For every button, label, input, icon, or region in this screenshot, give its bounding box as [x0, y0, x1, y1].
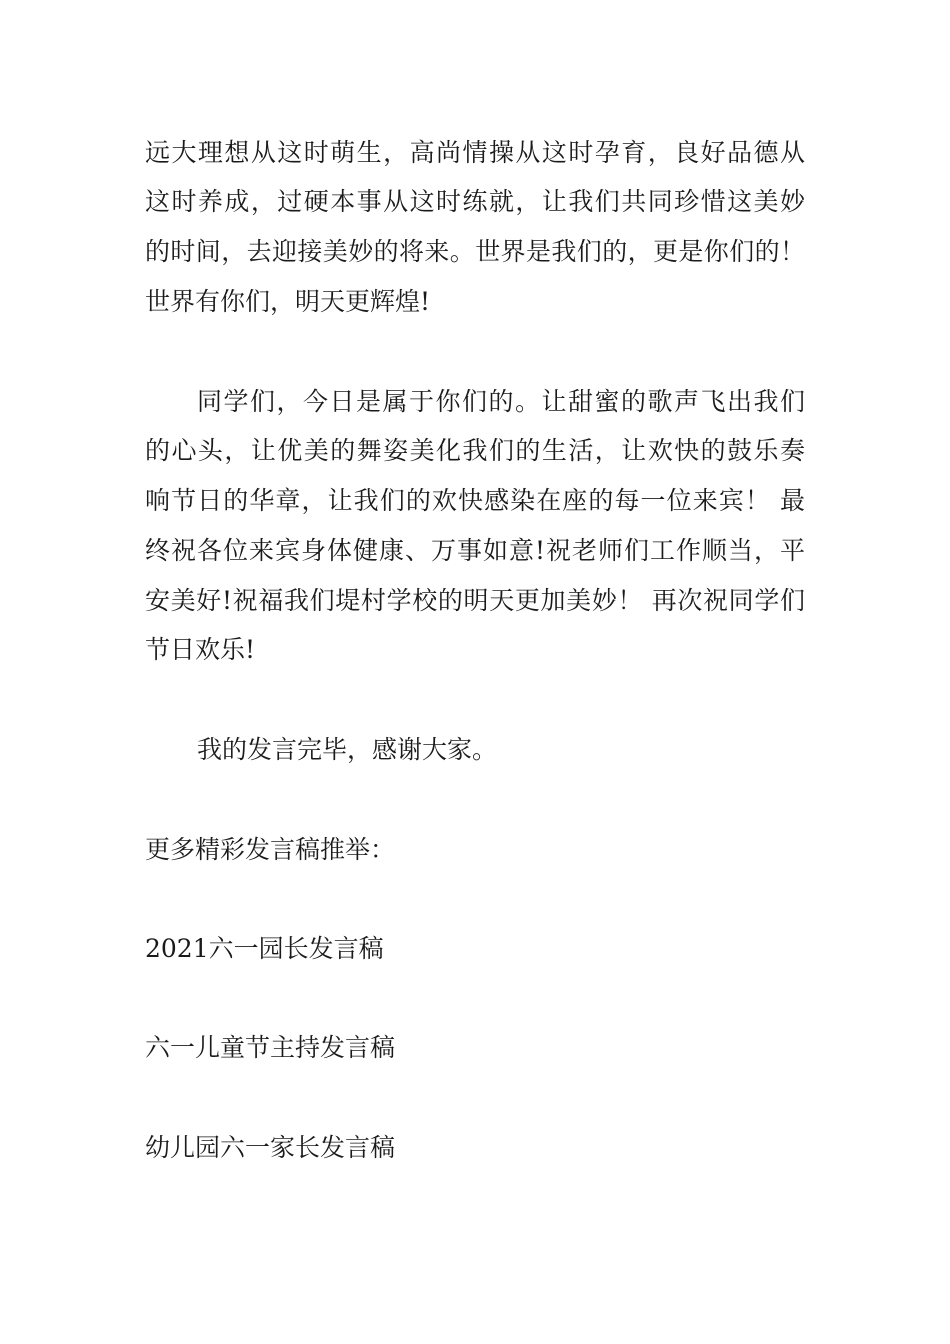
- recommend-heading: 更多精彩发言稿推举：: [145, 835, 396, 864]
- paragraph-1-line-2: 这时养成，过硬本事从这时练就，让我们共同珍惜这美妙: [145, 187, 805, 216]
- paragraph-2-line-3: 响节日的华章，让我们的欢快感染在座的每一位来宾！ 最: [145, 486, 805, 515]
- paragraph-2-line-5: 安美好!祝福我们堤村学校的明天更加美妙！ 再次祝同学们: [145, 586, 805, 615]
- paragraph-2-line-1: 同学们，今日是属于你们的。让甜蜜的歌声飞出我们: [197, 387, 805, 416]
- paragraph-1-line-1: 远大理想从这时萌生，高尚情操从这时孕育，良好品德从: [145, 138, 805, 167]
- recommend-link-2[interactable]: 六一儿童节主持发言稿: [145, 1033, 396, 1062]
- paragraph-1-line-4: 世界有你们，明天更辉煌!: [145, 287, 431, 316]
- paragraph-2-line-2: 的心头，让优美的舞姿美化我们的生活，让欢快的鼓乐奏: [145, 436, 805, 465]
- paragraph-1-line-3: 的时间，去迎接美妙的将来。世界是我们的，更是你们的！: [145, 237, 805, 266]
- paragraph-2-line-4: 终祝各位来宾身体健康、万事如意!祝老师们工作顺当，平: [145, 536, 805, 565]
- recommend-link-3[interactable]: 幼儿园六一家长发言稿: [145, 1133, 396, 1162]
- closing-line: 我的发言完毕，感谢大家。: [197, 735, 498, 764]
- recommend-link-1[interactable]: 2021六一园长发言稿: [145, 934, 384, 963]
- paragraph-2-line-6: 节日欢乐!: [145, 635, 256, 664]
